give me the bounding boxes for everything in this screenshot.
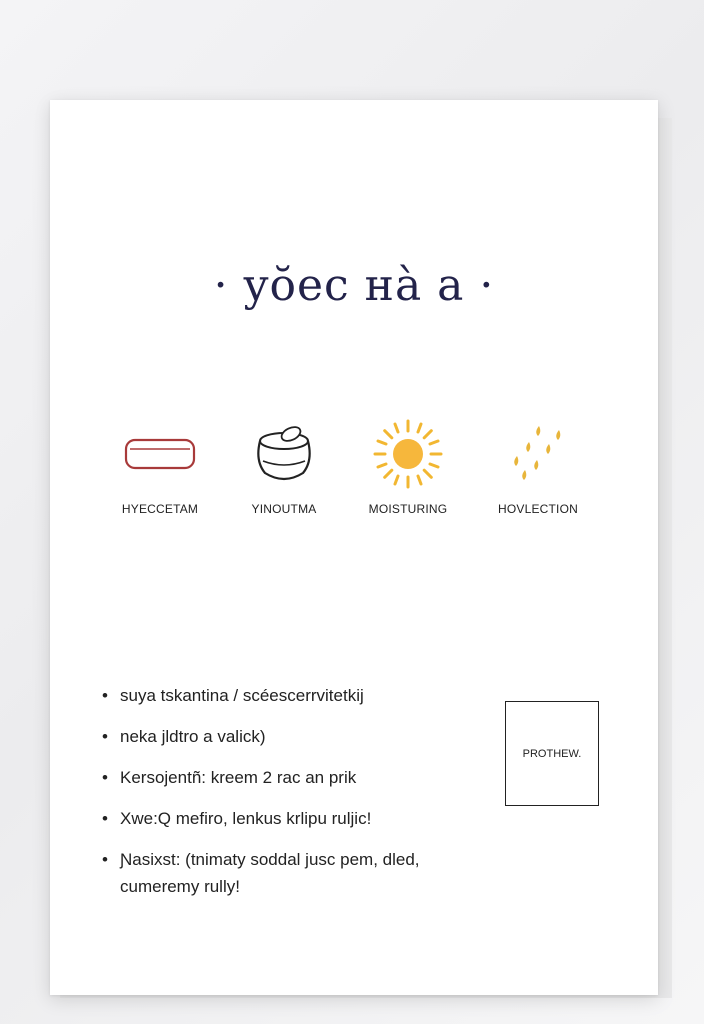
- feature-label: HOVLECTION: [497, 502, 578, 516]
- dish-outline-icon: [122, 432, 198, 476]
- sun-icon: [371, 417, 445, 491]
- feature-label: HYECCETAM: [121, 502, 199, 516]
- drops-icon: [503, 424, 573, 484]
- product-card: [50, 100, 658, 995]
- list-item: • Xwe:Q mefiro, lenkus krlipu ruljic!: [102, 805, 432, 832]
- feature-label: MOISTURING: [368, 502, 448, 516]
- list-item: • Kersojentñ: kreem 2 rac an prik: [102, 764, 432, 791]
- feature-item-4: [468, 410, 608, 516]
- page-title: · yŏec нà a ·: [213, 260, 495, 311]
- label-box: PROTHEW.: [505, 701, 599, 806]
- list-item: • Ɲasixst: (tnimaty soddal jusc pem, dled, cumeremy rully!: [102, 846, 432, 900]
- feature-list: [102, 682, 432, 914]
- feature-item-1: [90, 410, 230, 516]
- list-item: • neka jldtro a valick): [102, 723, 432, 750]
- feature-item-3: [338, 410, 478, 516]
- list-item: • suya tskantina / scéescerrvitetkij: [102, 682, 432, 709]
- feature-label: YINOUTMA: [251, 502, 317, 516]
- jar-icon: [251, 423, 317, 485]
- feature-item-2: [214, 410, 354, 516]
